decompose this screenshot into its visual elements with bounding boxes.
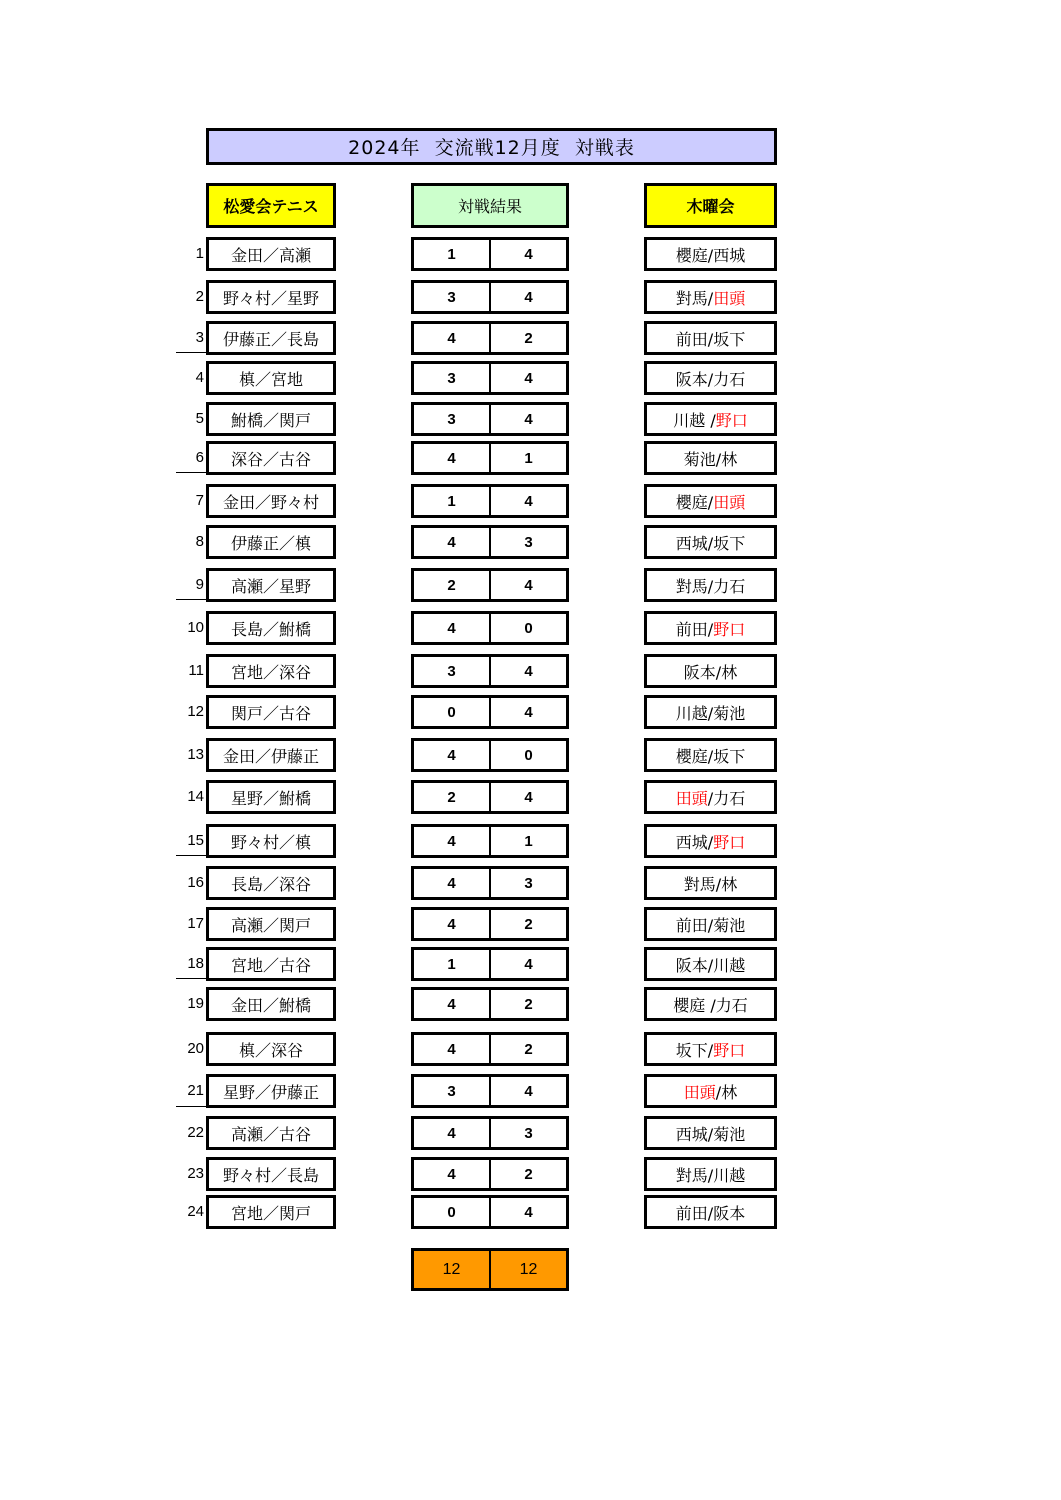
left-score: 3 — [414, 364, 491, 392]
left-pair: 伊藤正／長島 — [206, 321, 336, 355]
left-pair: 金田／伊藤正 — [206, 738, 336, 772]
score-pair — [411, 237, 569, 271]
group-divider — [176, 352, 206, 353]
right-score: 4 — [524, 576, 533, 594]
score-pair — [411, 907, 569, 941]
pair-text: 阪本/林 — [683, 662, 738, 682]
left-score: 4 — [414, 1119, 491, 1147]
match-number: 8 — [195, 533, 204, 550]
left-team-header: 松愛会テニス — [206, 183, 336, 228]
right-pair — [644, 1157, 777, 1191]
right-score: 2 — [524, 1040, 533, 1058]
left-pair: 金田／高瀬 — [206, 237, 336, 271]
left-score: 0 — [414, 1198, 491, 1226]
right-pair — [644, 987, 777, 1021]
right-score: 2 — [524, 995, 533, 1013]
left-score: 4 — [414, 910, 491, 938]
left-score: 4 — [414, 528, 491, 556]
score-pair — [411, 441, 569, 475]
right-score: 2 — [524, 1165, 533, 1183]
left-score: 4 — [414, 1035, 491, 1063]
right-score: 4 — [524, 1203, 533, 1221]
right-score: 4 — [524, 492, 533, 510]
match-number: 12 — [187, 703, 204, 720]
score-pair — [411, 1074, 569, 1108]
score-pair — [411, 1157, 569, 1191]
right-score: 2 — [524, 329, 533, 347]
match-number: 5 — [195, 410, 204, 427]
score-pair — [411, 611, 569, 645]
right-pair — [644, 695, 777, 729]
left-score: 4 — [414, 324, 491, 352]
right-score: 3 — [524, 1124, 533, 1142]
right-pair — [644, 402, 777, 436]
right-score: 4 — [524, 410, 533, 428]
score-pair — [411, 568, 569, 602]
pair-text: 櫻庭/西城 — [675, 245, 746, 265]
pair-text: /林 — [715, 1082, 738, 1102]
right-score: 4 — [524, 788, 533, 806]
group-divider — [176, 599, 206, 600]
left-pair: 長島／深谷 — [206, 866, 336, 900]
left-pair: 伊藤正／槙 — [206, 525, 336, 559]
score-pair — [411, 484, 569, 518]
score-pair — [411, 361, 569, 395]
right-pair — [644, 824, 777, 858]
right-pair — [644, 907, 777, 941]
left-pair: 関戸／古谷 — [206, 695, 336, 729]
score-pair — [411, 738, 569, 772]
highlighted-name: 野口 — [713, 619, 746, 639]
pair-text: 西城/ — [675, 832, 714, 852]
left-score: 4 — [414, 869, 491, 897]
pair-text: 菊池/林 — [683, 449, 738, 469]
pair-text: 阪本/力石 — [675, 369, 746, 389]
right-score: 0 — [524, 746, 533, 764]
right-pair — [644, 321, 777, 355]
left-score: 1 — [414, 950, 491, 978]
left-pair: 星野／伊藤正 — [206, 1074, 336, 1108]
match-number: 15 — [187, 832, 204, 849]
left-score: 4 — [414, 990, 491, 1018]
match-number: 24 — [187, 1203, 204, 1220]
left-pair: 野々村／槙 — [206, 824, 336, 858]
right-pair — [644, 1116, 777, 1150]
page-title: 2024年 交流戦12月度 対戦表 — [206, 128, 777, 165]
right-pair — [644, 237, 777, 271]
left-score: 0 — [414, 698, 491, 726]
left-score: 3 — [414, 657, 491, 685]
total-left: 12 — [414, 1251, 491, 1288]
match-number: 18 — [187, 955, 204, 972]
left-score: 3 — [414, 405, 491, 433]
highlighted-name: 野口 — [713, 832, 746, 852]
match-number: 1 — [195, 245, 204, 262]
right-pair — [644, 441, 777, 475]
left-score: 1 — [414, 240, 491, 268]
pair-text: 前田/ — [675, 619, 714, 639]
match-number: 21 — [187, 1082, 204, 1099]
right-pair — [644, 484, 777, 518]
pair-text: 川越/菊池 — [675, 703, 746, 723]
left-score: 4 — [414, 741, 491, 769]
right-score: 3 — [524, 533, 533, 551]
left-score: 4 — [414, 444, 491, 472]
right-score: 4 — [524, 703, 533, 721]
right-score: 4 — [524, 245, 533, 263]
match-number: 2 — [195, 288, 204, 305]
left-pair: 槙／宮地 — [206, 361, 336, 395]
result-header: 対戦結果 — [411, 183, 569, 228]
left-score: 2 — [414, 571, 491, 599]
right-score: 4 — [524, 662, 533, 680]
left-pair: 野々村／星野 — [206, 280, 336, 314]
match-number: 20 — [187, 1040, 204, 1057]
pair-text: 對馬/力石 — [675, 576, 746, 596]
score-pair — [411, 824, 569, 858]
left-score: 3 — [414, 1077, 491, 1105]
left-pair: 鮒橋／関戸 — [206, 402, 336, 436]
right-pair — [644, 525, 777, 559]
pair-text: 櫻庭/坂下 — [675, 746, 746, 766]
score-pair — [411, 780, 569, 814]
right-pair — [644, 738, 777, 772]
right-pair — [644, 1074, 777, 1108]
score-pair — [411, 1116, 569, 1150]
left-pair: 宮地／古谷 — [206, 947, 336, 981]
right-pair — [644, 866, 777, 900]
left-score: 2 — [414, 783, 491, 811]
left-pair: 星野／鮒橋 — [206, 780, 336, 814]
score-pair — [411, 654, 569, 688]
score-pair — [411, 1195, 569, 1229]
right-team-header: 木曜会 — [644, 183, 777, 228]
match-number: 13 — [187, 746, 204, 763]
left-pair: 高瀬／古谷 — [206, 1116, 336, 1150]
pair-text: 櫻庭 /力石 — [673, 995, 748, 1015]
left-score: 4 — [414, 827, 491, 855]
right-score: 1 — [524, 449, 533, 467]
right-score: 0 — [524, 619, 533, 637]
pair-text: 西城/坂下 — [675, 533, 746, 553]
match-number: 23 — [187, 1165, 204, 1182]
right-pair — [644, 1032, 777, 1066]
highlighted-name: 田頭 — [713, 492, 746, 512]
pair-text: 前田/阪本 — [675, 1203, 746, 1223]
left-pair: 高瀬／星野 — [206, 568, 336, 602]
match-number: 7 — [195, 492, 204, 509]
right-score: 4 — [524, 288, 533, 306]
score-pair — [411, 866, 569, 900]
highlighted-name: 野口 — [715, 410, 748, 430]
total-right: 12 — [519, 1260, 538, 1278]
score-pair — [411, 402, 569, 436]
right-score: 4 — [524, 955, 533, 973]
right-pair — [644, 780, 777, 814]
score-pair — [411, 987, 569, 1021]
match-number: 11 — [188, 662, 204, 679]
total-score — [411, 1248, 569, 1291]
match-number: 14 — [187, 788, 204, 805]
right-pair — [644, 611, 777, 645]
right-pair — [644, 1195, 777, 1229]
score-pair — [411, 1032, 569, 1066]
left-pair: 槙／深谷 — [206, 1032, 336, 1066]
match-number: 6 — [195, 449, 204, 466]
pair-text: 西城/菊池 — [675, 1124, 746, 1144]
pair-text: 櫻庭/ — [675, 492, 714, 512]
highlighted-name: 野口 — [713, 1040, 746, 1060]
match-number: 10 — [187, 619, 204, 636]
right-pair — [644, 568, 777, 602]
pair-text: 坂下/ — [675, 1040, 714, 1060]
score-pair — [411, 525, 569, 559]
score-pair — [411, 695, 569, 729]
pair-text: /力石 — [707, 788, 746, 808]
pair-text: 對馬/林 — [683, 874, 738, 894]
left-pair: 長島／鮒橋 — [206, 611, 336, 645]
right-pair — [644, 361, 777, 395]
left-pair: 金田／鮒橋 — [206, 987, 336, 1021]
left-pair: 宮地／関戸 — [206, 1195, 336, 1229]
right-score: 1 — [524, 832, 533, 850]
left-pair: 金田／野々村 — [206, 484, 336, 518]
pair-text: 對馬/ — [675, 288, 714, 308]
match-number: 16 — [187, 874, 204, 891]
group-divider — [176, 978, 206, 979]
pair-text: 川越 / — [673, 410, 716, 430]
right-score: 4 — [524, 1082, 533, 1100]
highlighted-name: 田頭 — [713, 288, 746, 308]
pair-text: 阪本/川越 — [675, 955, 746, 975]
match-number: 3 — [195, 329, 204, 346]
match-number: 9 — [195, 576, 204, 593]
group-divider — [176, 1106, 206, 1107]
score-pair — [411, 947, 569, 981]
match-number: 22 — [187, 1124, 204, 1141]
left-score: 4 — [414, 614, 491, 642]
score-pair — [411, 280, 569, 314]
pair-text: 前田/坂下 — [675, 329, 746, 349]
left-pair: 宮地／深谷 — [206, 654, 336, 688]
right-score: 2 — [524, 915, 533, 933]
left-pair: 野々村／長島 — [206, 1157, 336, 1191]
left-score: 1 — [414, 487, 491, 515]
left-score: 3 — [414, 283, 491, 311]
right-score: 3 — [524, 874, 533, 892]
match-number: 17 — [187, 915, 204, 932]
match-number: 19 — [187, 995, 204, 1012]
group-divider — [176, 472, 206, 473]
left-score: 4 — [414, 1160, 491, 1188]
left-pair: 高瀬／関戸 — [206, 907, 336, 941]
group-divider — [176, 855, 206, 856]
right-pair — [644, 947, 777, 981]
right-pair — [644, 654, 777, 688]
pair-text: 對馬/川越 — [675, 1165, 746, 1185]
highlighted-name: 田頭 — [683, 1082, 716, 1102]
score-pair — [411, 321, 569, 355]
right-pair — [644, 280, 777, 314]
right-score: 4 — [524, 369, 533, 387]
highlighted-name: 田頭 — [675, 788, 708, 808]
match-number: 4 — [195, 369, 204, 386]
left-pair: 深谷／古谷 — [206, 441, 336, 475]
pair-text: 前田/菊池 — [675, 915, 746, 935]
